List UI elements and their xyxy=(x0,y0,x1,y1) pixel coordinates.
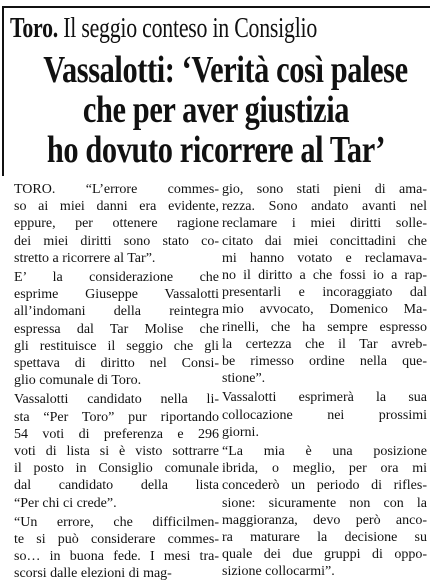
article-column-left xyxy=(14,181,219,583)
headline-line-2: che per aver giustizia xyxy=(82,89,350,131)
article-column-right xyxy=(222,181,427,581)
article-line: sta “Per Toro” pur riportando xyxy=(14,409,219,425)
article-line: espressa dal Tar Molise che xyxy=(14,321,219,337)
article-line: Vassalotti esprimerà la sua xyxy=(222,390,427,406)
article-line: TORO. “L’errore commes- xyxy=(14,182,219,197)
article-line: ibrida, o meglio, per ora mi xyxy=(222,461,427,477)
article-line: all’indomani della reintegra xyxy=(14,304,219,320)
article-line: presentarli e incoraggiato dal xyxy=(222,285,427,301)
kicker-line xyxy=(10,12,338,46)
article-line: reclamare i miei diritti solle- xyxy=(222,216,427,232)
article-line: citato dai miei concittadini che xyxy=(222,233,427,249)
article-line: spettava di diritto nel Consi- xyxy=(14,356,219,372)
article-line: sizione collocarmi”. xyxy=(222,564,335,580)
kicker-text: Il seggio conteso in Consiglio xyxy=(57,13,318,44)
article-line: eppure, per ottenere ragione xyxy=(14,216,219,232)
article-line: te si può considerare commes- xyxy=(14,532,219,548)
article-line: “Per chi ci crede”. xyxy=(14,495,117,511)
article-line: mio avvocato, Domenico Ma- xyxy=(222,302,427,318)
article-line: esprime Giuseppe Vassalotti xyxy=(14,287,219,303)
article-line: be rimesso ordine nella que- xyxy=(222,354,427,370)
article-line: stretto a ricorrere al Tar”. xyxy=(14,250,156,266)
article-line: E’ la considerazione che xyxy=(14,270,219,286)
article-line: dal candidato della lista xyxy=(14,478,219,494)
article-line: “Un errore, che difficilmen- xyxy=(14,514,219,530)
article-line: no il diritto a che fossi io a rap- xyxy=(222,268,427,284)
article-line: so ai miei danni era evidente, xyxy=(14,199,219,215)
article-line: “La mia è una posizione xyxy=(222,444,427,460)
article-line: dei miei diritti sono stato co- xyxy=(14,233,219,249)
article-line: gio, sono stati pieni di ama- xyxy=(222,182,427,197)
article-line: collocazione nei prossimi xyxy=(222,407,427,423)
article-line: sione: sicuramente non con la xyxy=(222,495,427,511)
article-line: quale dei due gruppi di oppo- xyxy=(222,547,427,563)
article-line: giorni. xyxy=(222,424,259,440)
top-rule xyxy=(2,6,430,8)
article-line: mi hanno votato e reclamava- xyxy=(222,250,427,266)
article-line: 54 voti di preferenza e 296 xyxy=(14,426,219,442)
article-line: stione”. xyxy=(222,371,266,387)
article-line: glio comunale di Toro. xyxy=(14,373,142,389)
article-line: rezza. Sono andato avanti nel xyxy=(222,199,427,215)
article-line: la certezza che il Tar avreb- xyxy=(222,336,427,352)
headline-line-1: Vassalotti: ‘Verità così palese xyxy=(43,49,408,91)
article-line: ra maturare la decisione su xyxy=(222,530,427,546)
article-line: concederò un periodo di rifles- xyxy=(222,478,427,494)
article-line: scorsi dalle elezioni di mag- xyxy=(14,566,172,582)
headline xyxy=(0,50,432,170)
article-line: rinelli, che ha sempre espresso xyxy=(222,319,427,335)
article-line: so… in buona fede. I mesi tra- xyxy=(14,549,219,565)
article-line: voti di lista si è visto sottrarre xyxy=(14,444,219,460)
article-line: gli restituisce il seggio che gli xyxy=(14,338,219,354)
kicker-place: Toro. xyxy=(10,13,58,44)
article-line: Vassalotti candidato nella li- xyxy=(14,392,219,408)
article-line: maggioranza, devo però anco- xyxy=(222,512,427,528)
article-line: il posto in Consiglio comunale xyxy=(14,461,219,477)
headline-line-3: ho dovuto ricorrere al Tar’ xyxy=(46,129,386,171)
